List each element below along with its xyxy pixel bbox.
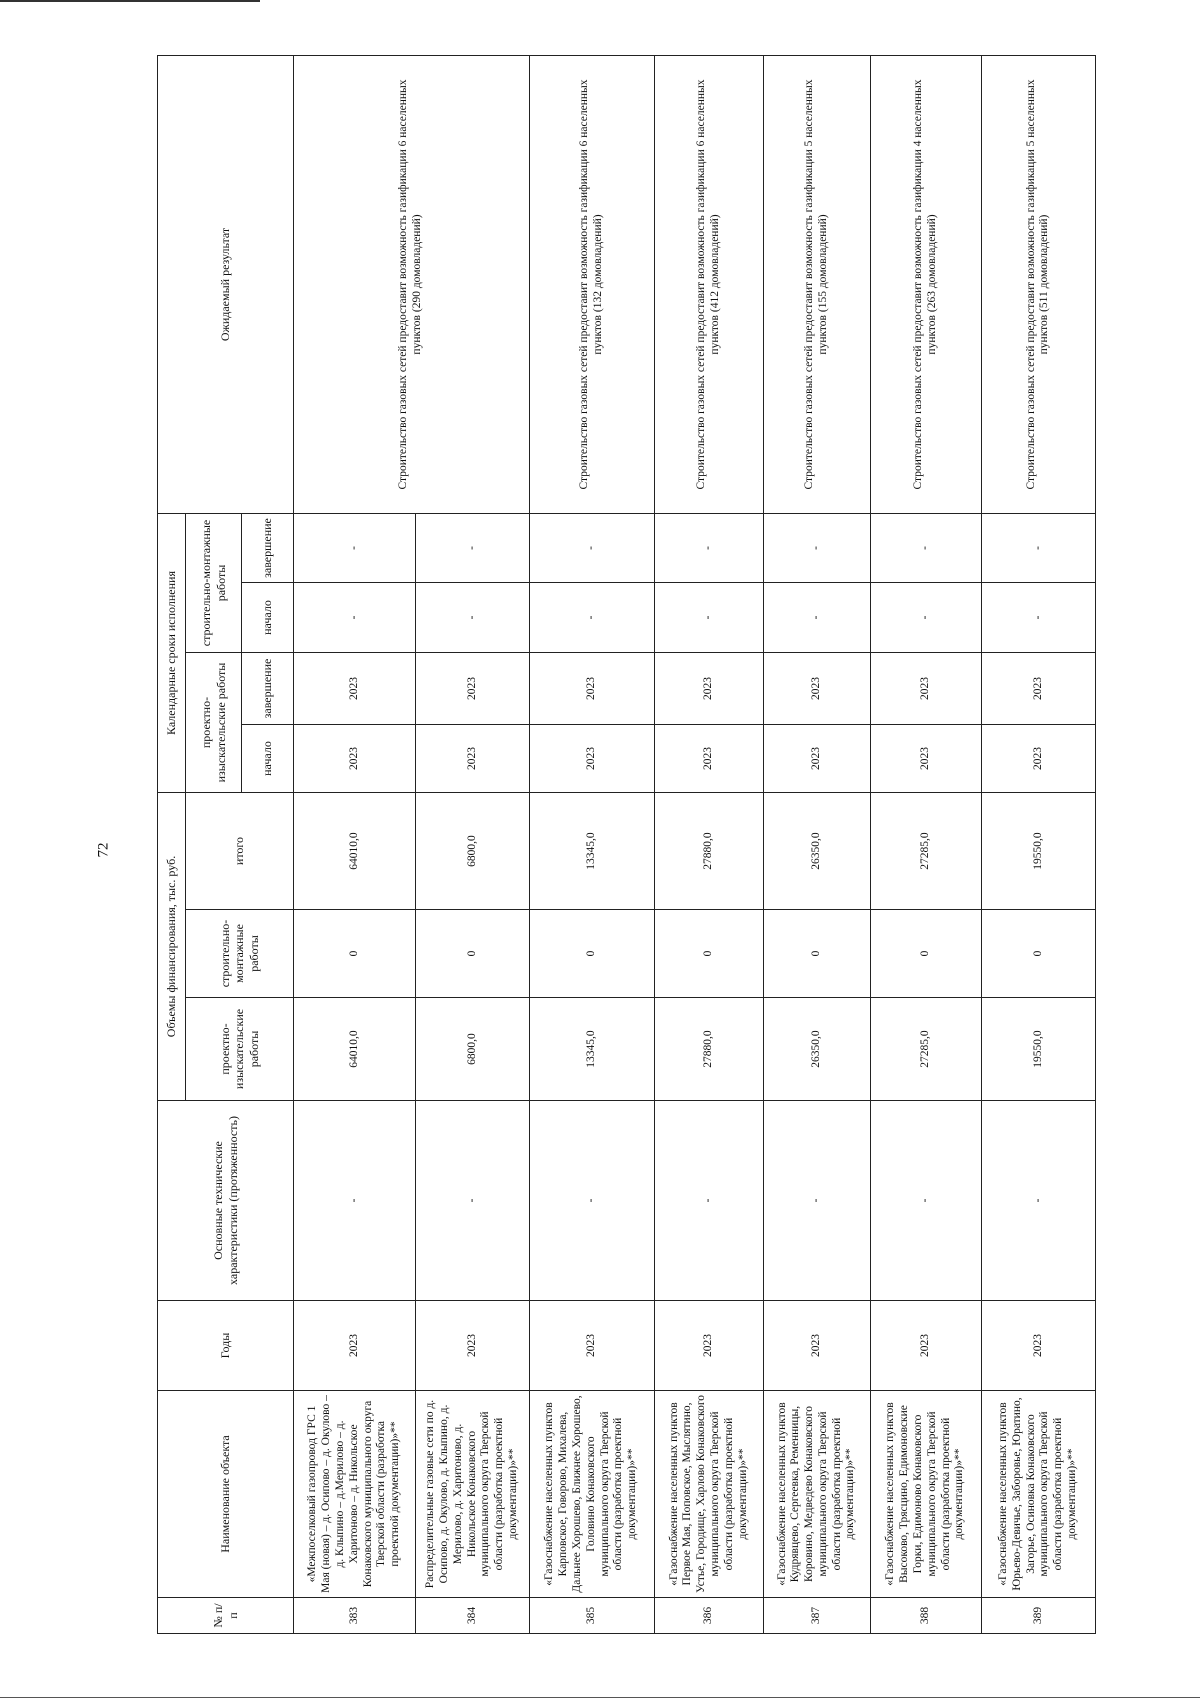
row-constr-end: - xyxy=(763,513,870,582)
row-num: 387 xyxy=(763,1598,870,1634)
row-fin-total: 64010,0 xyxy=(294,793,416,910)
header-schedule: Календарные сроки исполнения xyxy=(158,513,186,792)
row-fin-total: 27880,0 xyxy=(655,793,764,910)
row-num: 389 xyxy=(981,1598,1095,1634)
row-num: 383 xyxy=(294,1598,416,1634)
table-row xyxy=(870,55,981,1633)
row-design-end: 2023 xyxy=(416,653,529,725)
row-design-start: 2023 xyxy=(981,725,1095,793)
row-year: 2023 xyxy=(416,1301,529,1391)
row-fin-design: 6800,0 xyxy=(416,998,529,1101)
header-name: Наименование объекта xyxy=(158,1391,294,1598)
row-object-name: Распределительные газовые сети по д. Осипово, д. Окулово, д. Клыпино, д. Мерилово, д. Харитоново, д. Никольское Конаковского муниципального округа Тверской области (разработка проектной документации)»** xyxy=(416,1391,529,1598)
row-object-name: «Газоснабжение населенных пунктов Высоково, Трясцино, Едимоновские Горки, Едимоново Конаковского муниципального округа Тверской области (разработка проектной документации)»** xyxy=(870,1391,981,1598)
header-design-start: начало xyxy=(242,725,294,793)
row-constr-start: - xyxy=(294,583,416,653)
table-row xyxy=(763,55,870,1633)
row-tech: - xyxy=(981,1101,1095,1301)
row-fin-design: 27880,0 xyxy=(655,998,764,1101)
row-year: 2023 xyxy=(655,1301,764,1391)
row-object-name: «Газоснабжение населенных пунктов Юрьево-Девичье, Заборовье, Юратино, Загорье, Осиновка Конаковского муниципального округа Тверской области (разработка проектной документации)»** xyxy=(981,1391,1095,1598)
program-table xyxy=(157,55,1096,1634)
table-row xyxy=(529,55,655,1633)
row-design-start: 2023 xyxy=(294,725,416,793)
row-fin-construction: 0 xyxy=(763,910,870,998)
row-fin-design: 26350,0 xyxy=(763,998,870,1101)
row-tech: - xyxy=(655,1101,764,1301)
row-constr-start: - xyxy=(655,583,764,653)
row-tech: - xyxy=(416,1101,529,1301)
row-tech: - xyxy=(529,1101,655,1301)
page-number: 72 xyxy=(95,842,112,858)
row-design-end: 2023 xyxy=(870,653,981,725)
row-design-end: 2023 xyxy=(529,653,655,725)
header-financing: Объемы финансирования, тыс. руб. xyxy=(158,793,186,1101)
row-fin-construction: 0 xyxy=(655,910,764,998)
header-fin-design: проектно-изыскательские работы xyxy=(186,998,294,1101)
header-sched-construction: строительно-монтажные работы xyxy=(186,513,242,652)
row-fin-design: 64010,0 xyxy=(294,998,416,1101)
row-constr-end: - xyxy=(655,513,764,582)
row-tech: - xyxy=(763,1101,870,1301)
row-constr-end: - xyxy=(416,513,529,582)
row-result: Строительство газовых сетей предоставит возможность газификации 6 населенных пунктов (412 домовладений) xyxy=(655,55,764,513)
header-fin-total: итого xyxy=(186,793,294,910)
row-design-end: 2023 xyxy=(763,653,870,725)
scan-edge-line-bottom xyxy=(0,1697,1200,1698)
row-fin-design: 13345,0 xyxy=(529,998,655,1101)
row-constr-end: - xyxy=(529,513,655,582)
row-year: 2023 xyxy=(981,1301,1095,1391)
row-constr-start: - xyxy=(529,583,655,653)
scan-edge-line xyxy=(0,0,260,2)
header-fin-construction: строительно-монтажные работы xyxy=(186,910,294,998)
header-num: № п/п xyxy=(158,1598,294,1634)
header-result: Ожидаемый результат xyxy=(158,55,294,513)
row-fin-total: 27285,0 xyxy=(870,793,981,910)
row-design-start: 2023 xyxy=(655,725,764,793)
row-object-name: «Межпоселковый газопровод ГРС 1 Мая (новая) – д. Осипово – д. Окулово – д. Клыпино – д.Мерилово – д. Харитоново – д. Никольское Конаковского муниципального округа Тверской области (разработка проектной документации)»** xyxy=(294,1391,416,1598)
header-constr-end: завершение xyxy=(242,513,294,582)
row-constr-end: - xyxy=(294,513,416,582)
row-design-start: 2023 xyxy=(763,725,870,793)
row-fin-total: 13345,0 xyxy=(529,793,655,910)
row-num: 384 xyxy=(416,1598,529,1634)
row-fin-total: 19550,0 xyxy=(981,793,1095,910)
row-design-start: 2023 xyxy=(529,725,655,793)
row-year: 2023 xyxy=(870,1301,981,1391)
row-result: Строительство газовых сетей предоставит возможность газификации 6 населенных пунктов (290 домовладений) xyxy=(294,55,530,513)
row-constr-start: - xyxy=(763,583,870,653)
row-fin-construction: 0 xyxy=(529,910,655,998)
row-constr-end: - xyxy=(870,513,981,582)
row-fin-total: 6800,0 xyxy=(416,793,529,910)
row-fin-design: 19550,0 xyxy=(981,998,1095,1101)
table-row xyxy=(981,55,1095,1633)
row-design-end: 2023 xyxy=(655,653,764,725)
row-tech: - xyxy=(870,1101,981,1301)
rotated-document-table xyxy=(157,56,1096,1634)
row-design-start: 2023 xyxy=(870,725,981,793)
header-design-end: завершение xyxy=(242,653,294,725)
row-constr-start: - xyxy=(416,583,529,653)
row-design-end: 2023 xyxy=(981,653,1095,725)
row-year: 2023 xyxy=(763,1301,870,1391)
table-row xyxy=(655,55,764,1633)
row-constr-start: - xyxy=(981,583,1095,653)
row-fin-construction: 0 xyxy=(416,910,529,998)
header-sched-design: проектно-изыскательские работы xyxy=(186,653,242,793)
row-tech: - xyxy=(294,1101,416,1301)
row-fin-total: 26350,0 xyxy=(763,793,870,910)
row-constr-start: - xyxy=(870,583,981,653)
row-num: 385 xyxy=(529,1598,655,1634)
row-year: 2023 xyxy=(294,1301,416,1391)
row-num: 386 xyxy=(655,1598,764,1634)
row-object-name: «Газоснабжение населенных пунктов Первое Мая, Поповское, Мыслятино, Устье, Городище, Харлово Конаковского муниципального округа Тверской области (разработка проектной документации)»** xyxy=(655,1391,764,1598)
row-result: Строительство газовых сетей предоставит возможность газификации 5 населенных пунктов (511 домовладений) xyxy=(981,55,1095,513)
row-design-start: 2023 xyxy=(416,725,529,793)
row-fin-design: 27285,0 xyxy=(870,998,981,1101)
header-tech: Основные технические характеристики (протяженность) xyxy=(158,1101,294,1301)
row-design-end: 2023 xyxy=(294,653,416,725)
row-result: Строительство газовых сетей предоставит возможность газификации 6 населенных пунктов (132 домовладений) xyxy=(529,55,655,513)
row-year: 2023 xyxy=(529,1301,655,1391)
row-num: 388 xyxy=(870,1598,981,1634)
row-result: Строительство газовых сетей предоставит возможность газификации 5 населенных пунктов (155 домовладений) xyxy=(763,55,870,513)
table-row xyxy=(294,55,416,1633)
header-constr-start: начало xyxy=(242,583,294,653)
row-fin-construction: 0 xyxy=(294,910,416,998)
row-fin-construction: 0 xyxy=(981,910,1095,998)
row-constr-end: - xyxy=(981,513,1095,582)
row-result: Строительство газовых сетей предоставит возможность газификации 4 населенных пунктов (263 домовладений) xyxy=(870,55,981,513)
row-object-name: «Газоснабжение населенных пунктов Карповское, Говорово, Михалева, Дальнее Хорошево, Ближнее Хорошево, Головино Конаковского муниципального округа Тверской области (разработка проектной документации)»** xyxy=(529,1391,655,1598)
row-fin-construction: 0 xyxy=(870,910,981,998)
header-years: Годы xyxy=(158,1301,294,1391)
row-object-name: «Газоснабжение населенных пунктов Кудрявцево, Сергеевка, Ременницы, Коровино, Медведево Конаковского муниципального округа Тверской области (разработка проектной документации)»** xyxy=(763,1391,870,1598)
